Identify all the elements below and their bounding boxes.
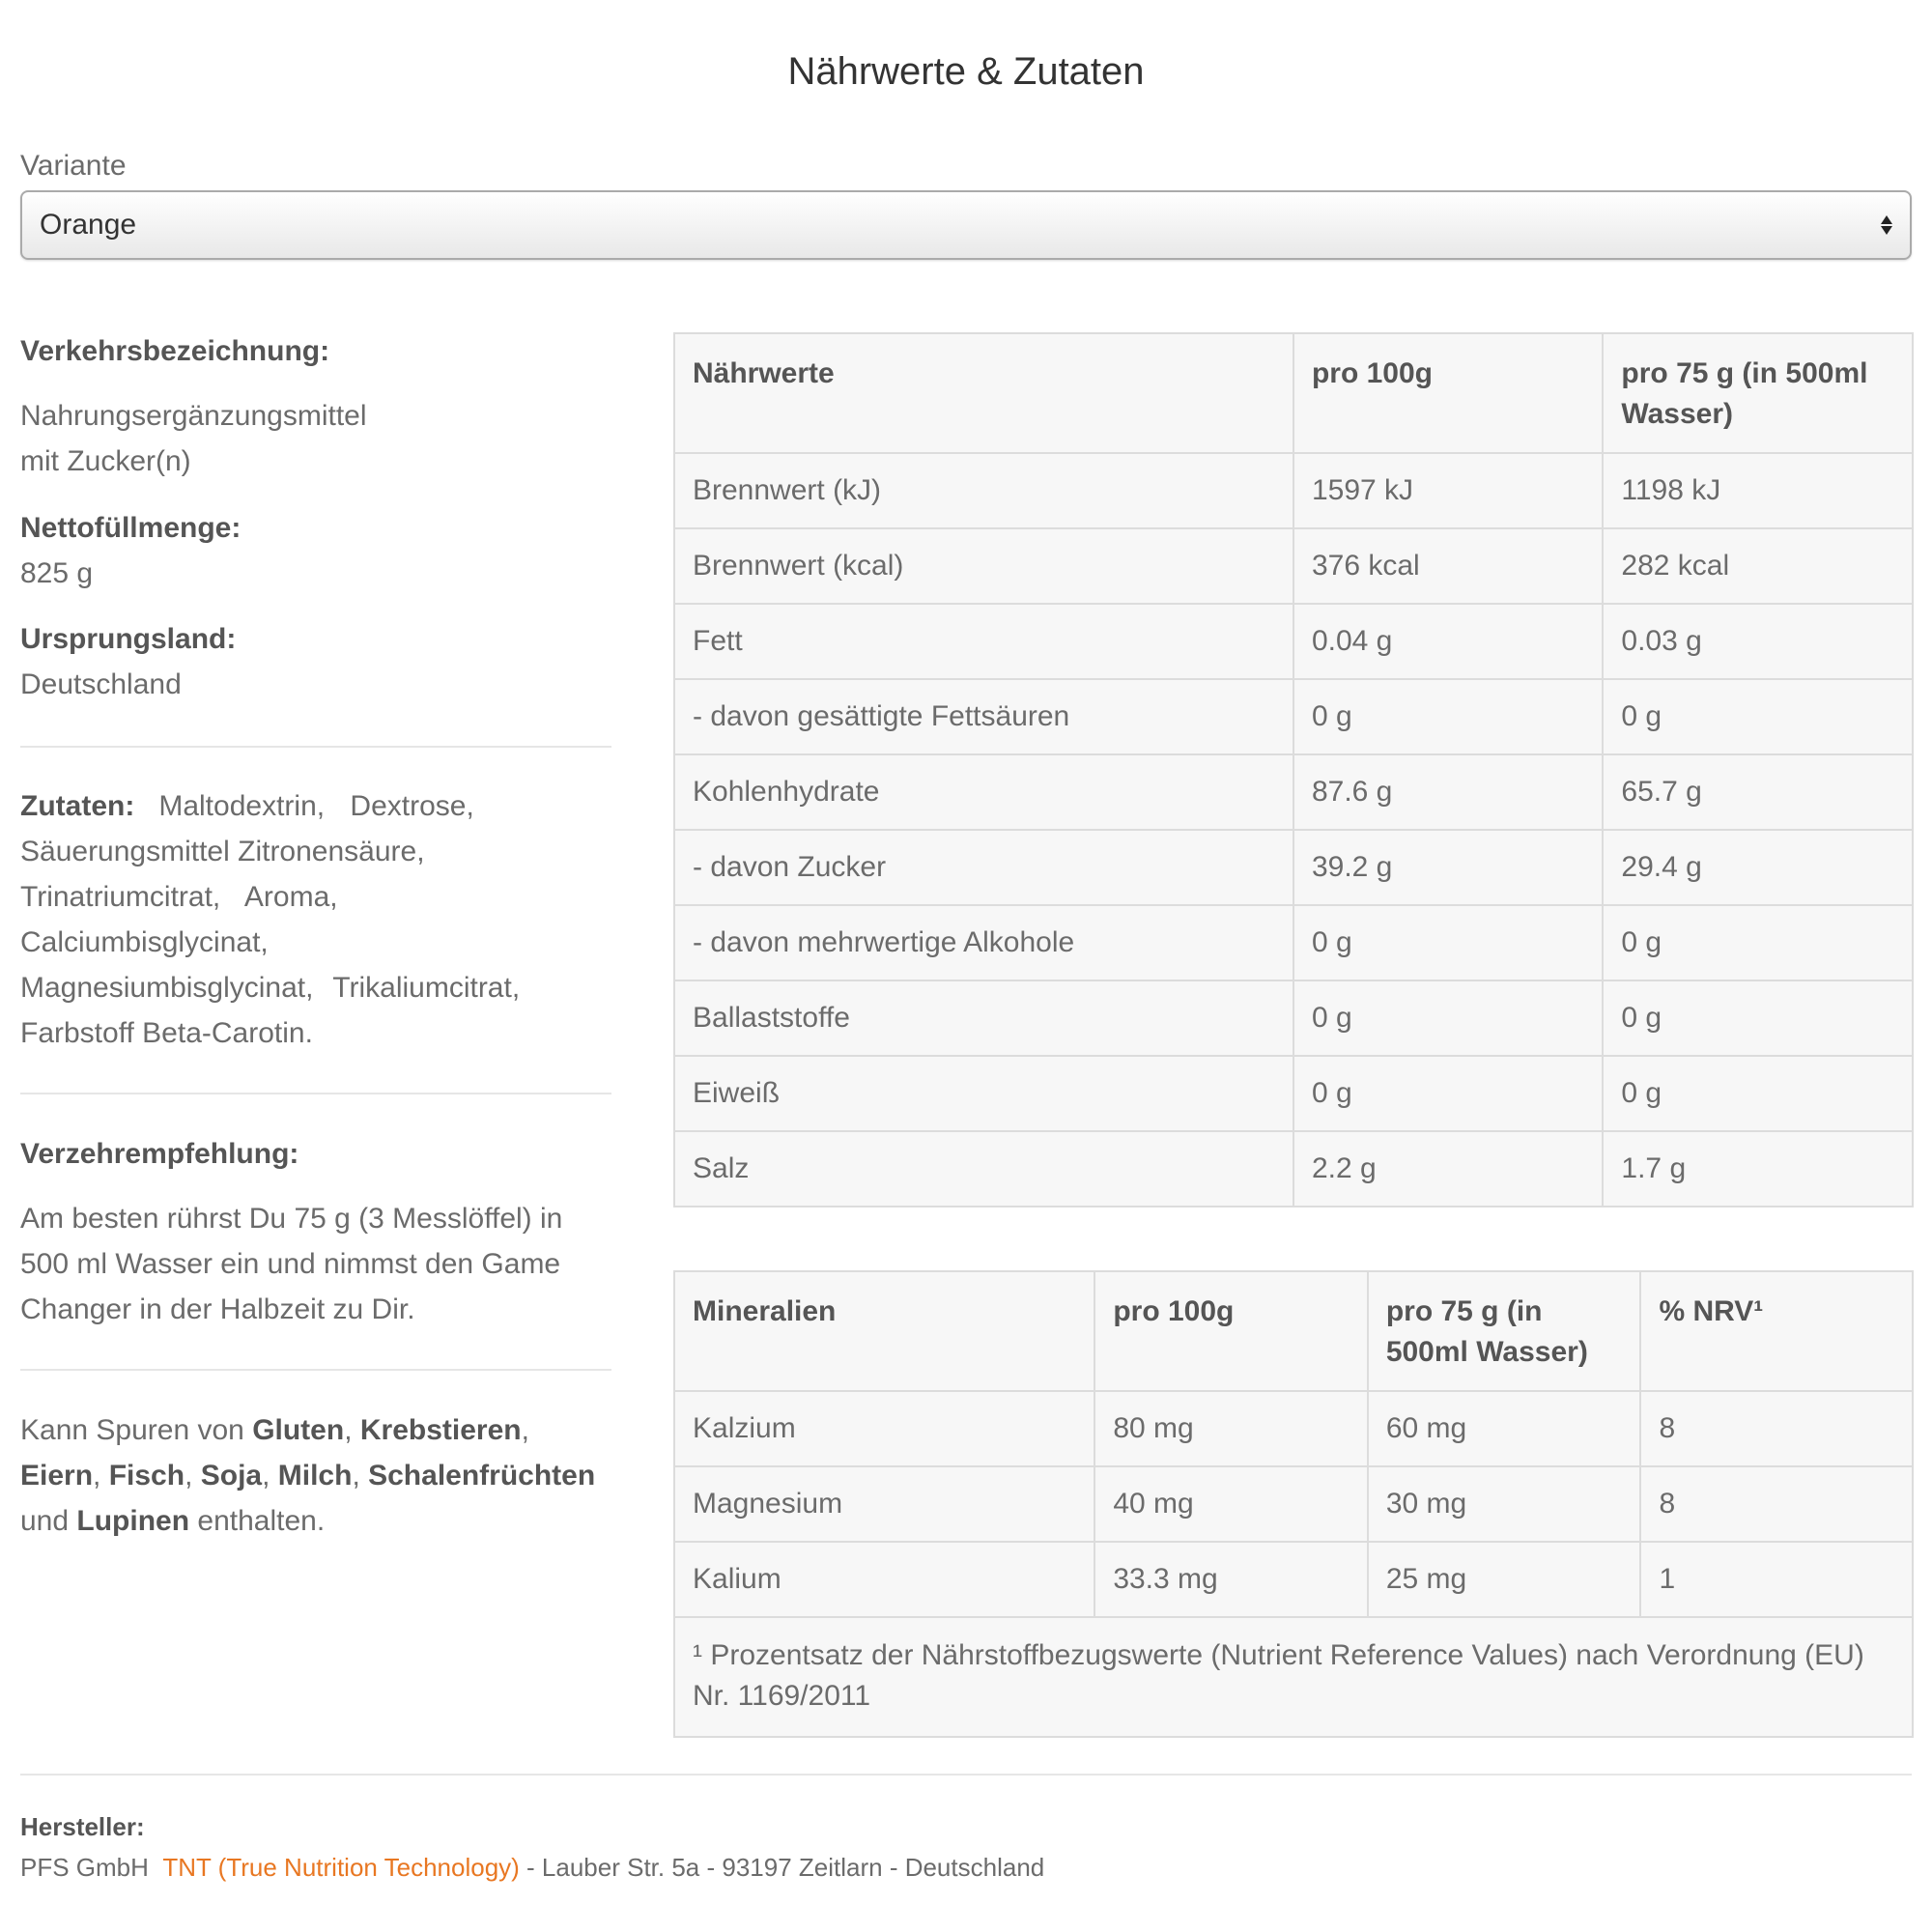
- ingredients-line: Farbstoff Beta-Carotin.: [20, 1017, 313, 1049]
- table-cell: 0 g: [1293, 679, 1603, 754]
- table-header-row: [674, 1271, 1913, 1391]
- designation-line-1: Nahrungsergänzungsmittel: [20, 400, 367, 432]
- table-cell: 376 kcal: [1293, 528, 1603, 604]
- allergen-prefix: Kann Spuren von: [20, 1414, 244, 1446]
- manufacturer-address: - Lauber Str. 5a - 93197 Zeitlarn - Deutschland: [526, 1853, 1045, 1882]
- recommendation-label: Verzehrempfehlung:: [20, 1138, 299, 1170]
- table-cell: Brennwert (kJ): [674, 453, 1293, 528]
- table-cell: 33.3 mg: [1094, 1542, 1368, 1617]
- table-cell: 65.7 g: [1603, 754, 1913, 830]
- variant-label: Variante: [20, 150, 127, 182]
- recommendation: [20, 1131, 611, 1332]
- table-cell: 282 kcal: [1603, 528, 1913, 604]
- table-row: [674, 1056, 1913, 1131]
- table-row: [674, 453, 1913, 528]
- table-cell: 25 mg: [1368, 1542, 1641, 1617]
- table-cell: Fett: [674, 604, 1293, 679]
- origin-label: Ursprungsland:: [20, 623, 237, 655]
- table-cell: Kohlenhydrate: [674, 754, 1293, 830]
- recommendation-line: Am besten rührst Du 75 g (3 Messlöffel) in: [20, 1203, 563, 1235]
- origin-value: Deutschland: [20, 668, 182, 700]
- table-row: [674, 1466, 1913, 1542]
- allergen-item: Fisch: [108, 1460, 185, 1492]
- allergen-item: Lupinen: [76, 1505, 190, 1537]
- column-header: pro 75 g (in 500ml Wasser): [1603, 333, 1913, 453]
- allergen-item: Milch: [277, 1460, 353, 1492]
- allergen-item: Gluten: [252, 1414, 345, 1446]
- recommendation-line: 500 ml Wasser ein und nimmst den Game: [20, 1248, 561, 1280]
- ingredients-line: Säuerungsmittel Zitronensäure,: [20, 836, 425, 867]
- table-cell: Kalium: [674, 1542, 1094, 1617]
- table-cell: 80 mg: [1094, 1391, 1368, 1466]
- select-arrows-icon: [1881, 215, 1892, 235]
- table-row: [674, 830, 1913, 905]
- table-cell: 0 g: [1603, 679, 1913, 754]
- table-cell: 2.2 g: [1293, 1131, 1603, 1207]
- allergen-notice: Kann Spuren von Gluten, Krebstieren, Eiern, Fisch, Soja, Milch, Schalenfrüchten und Lupinen enthalten.: [20, 1414, 596, 1537]
- nutrition-table: [673, 332, 1914, 1208]
- column-header: % NRV¹: [1640, 1271, 1913, 1391]
- table-cell: 0 g: [1293, 1056, 1603, 1131]
- variant-select[interactable]: [20, 190, 1912, 260]
- column-header: pro 75 g (in 500ml Wasser): [1368, 1271, 1641, 1391]
- nrv-footnote: ¹ Prozentsatz der Nährstoffbezugswerte (Nutrient Reference Values) nach Verordnung (EU) Nr. 1169/2011: [674, 1617, 1913, 1737]
- brand-link[interactable]: TNT (True Nutrition Technology): [162, 1853, 520, 1882]
- table-cell: 0.04 g: [1293, 604, 1603, 679]
- table-cell: 8: [1640, 1391, 1913, 1466]
- table-cell: 87.6 g: [1293, 754, 1603, 830]
- allergen-conjunction: und: [20, 1505, 70, 1537]
- allergen-item: Soja: [200, 1460, 263, 1492]
- table-cell: - davon Zucker: [674, 830, 1293, 905]
- column-header: pro 100g: [1293, 333, 1603, 453]
- table-cell: 1198 kJ: [1603, 453, 1913, 528]
- ingredients-line: Maltodextrin, Dextrose,: [158, 790, 474, 822]
- table-header-row: [674, 333, 1913, 453]
- table-cell: - davon mehrwertige Alkohole: [674, 905, 1293, 980]
- table-cell: 39.2 g: [1293, 830, 1603, 905]
- designation-line-2: mit Zucker(n): [20, 445, 191, 477]
- table-cell: 0 g: [1603, 905, 1913, 980]
- table-cell: Kalzium: [674, 1391, 1094, 1466]
- table-cell: 0 g: [1603, 1056, 1913, 1131]
- table-cell: 1: [1640, 1542, 1913, 1617]
- allergen-item: Schalenfrüchten: [368, 1460, 596, 1492]
- designation-label: Verkehrsbezeichnung:: [20, 335, 330, 367]
- table-cell: 0 g: [1293, 905, 1603, 980]
- manufacturer-info: [20, 1806, 1044, 1888]
- divider: [20, 1774, 1912, 1776]
- table-row: [674, 679, 1913, 754]
- table-cell: 29.4 g: [1603, 830, 1913, 905]
- page-title: Nährwerte & Zutaten: [787, 50, 1145, 93]
- ingredients-line: Trinatriumcitrat, Aroma,: [20, 881, 338, 913]
- table-cell: 0 g: [1293, 980, 1603, 1056]
- table-cell: 60 mg: [1368, 1391, 1641, 1466]
- table-cell: Magnesium: [674, 1466, 1094, 1542]
- ingredients-line: Magnesiumbisglycinat, Trikaliumcitrat,: [20, 972, 521, 1004]
- column-header: Nährwerte: [674, 333, 1293, 453]
- allergen-item: Eiern: [20, 1460, 94, 1492]
- ingredients: [20, 783, 611, 1056]
- ingredients-label: Zutaten:: [20, 790, 135, 822]
- table-row: [674, 528, 1913, 604]
- manufacturer-label: Hersteller:: [20, 1812, 145, 1841]
- table-cell: Eiweiß: [674, 1056, 1293, 1131]
- table-cell: Brennwert (kcal): [674, 528, 1293, 604]
- table-row: [674, 1131, 1913, 1207]
- table-cell: 30 mg: [1368, 1466, 1641, 1542]
- table-row: [674, 754, 1913, 830]
- manufacturer-company: PFS GmbH: [20, 1853, 149, 1882]
- table-row: [674, 1542, 1913, 1617]
- column-header: pro 100g: [1094, 1271, 1368, 1391]
- variant-selected-value: Orange: [40, 209, 137, 241]
- table-cell: 0 g: [1603, 980, 1913, 1056]
- product-info: [20, 328, 611, 1544]
- table-row: [674, 905, 1913, 980]
- allergen-item: Krebstieren: [359, 1414, 522, 1446]
- table-cell: 1597 kJ: [1293, 453, 1603, 528]
- ingredients-line: Calciumbisglycinat,: [20, 926, 269, 958]
- table-row: [674, 980, 1913, 1056]
- recommendation-line: Changer in der Halbzeit zu Dir.: [20, 1293, 415, 1325]
- table-cell: Ballaststoffe: [674, 980, 1293, 1056]
- minerals-table: [673, 1270, 1914, 1738]
- table-cell: 8: [1640, 1466, 1913, 1542]
- net-quantity-value: 825 g: [20, 557, 94, 589]
- net-quantity-label: Nettofüllmenge:: [20, 512, 242, 544]
- table-cell: 1.7 g: [1603, 1131, 1913, 1207]
- table-row: [674, 604, 1913, 679]
- column-header: Mineralien: [674, 1271, 1094, 1391]
- footnote-row: [674, 1617, 1913, 1737]
- table-cell: Salz: [674, 1131, 1293, 1207]
- table-row: [674, 1391, 1913, 1466]
- table-cell: - davon gesättigte Fettsäuren: [674, 679, 1293, 754]
- allergen-suffix: enthalten.: [197, 1505, 326, 1537]
- table-cell: 40 mg: [1094, 1466, 1368, 1542]
- table-cell: 0.03 g: [1603, 604, 1913, 679]
